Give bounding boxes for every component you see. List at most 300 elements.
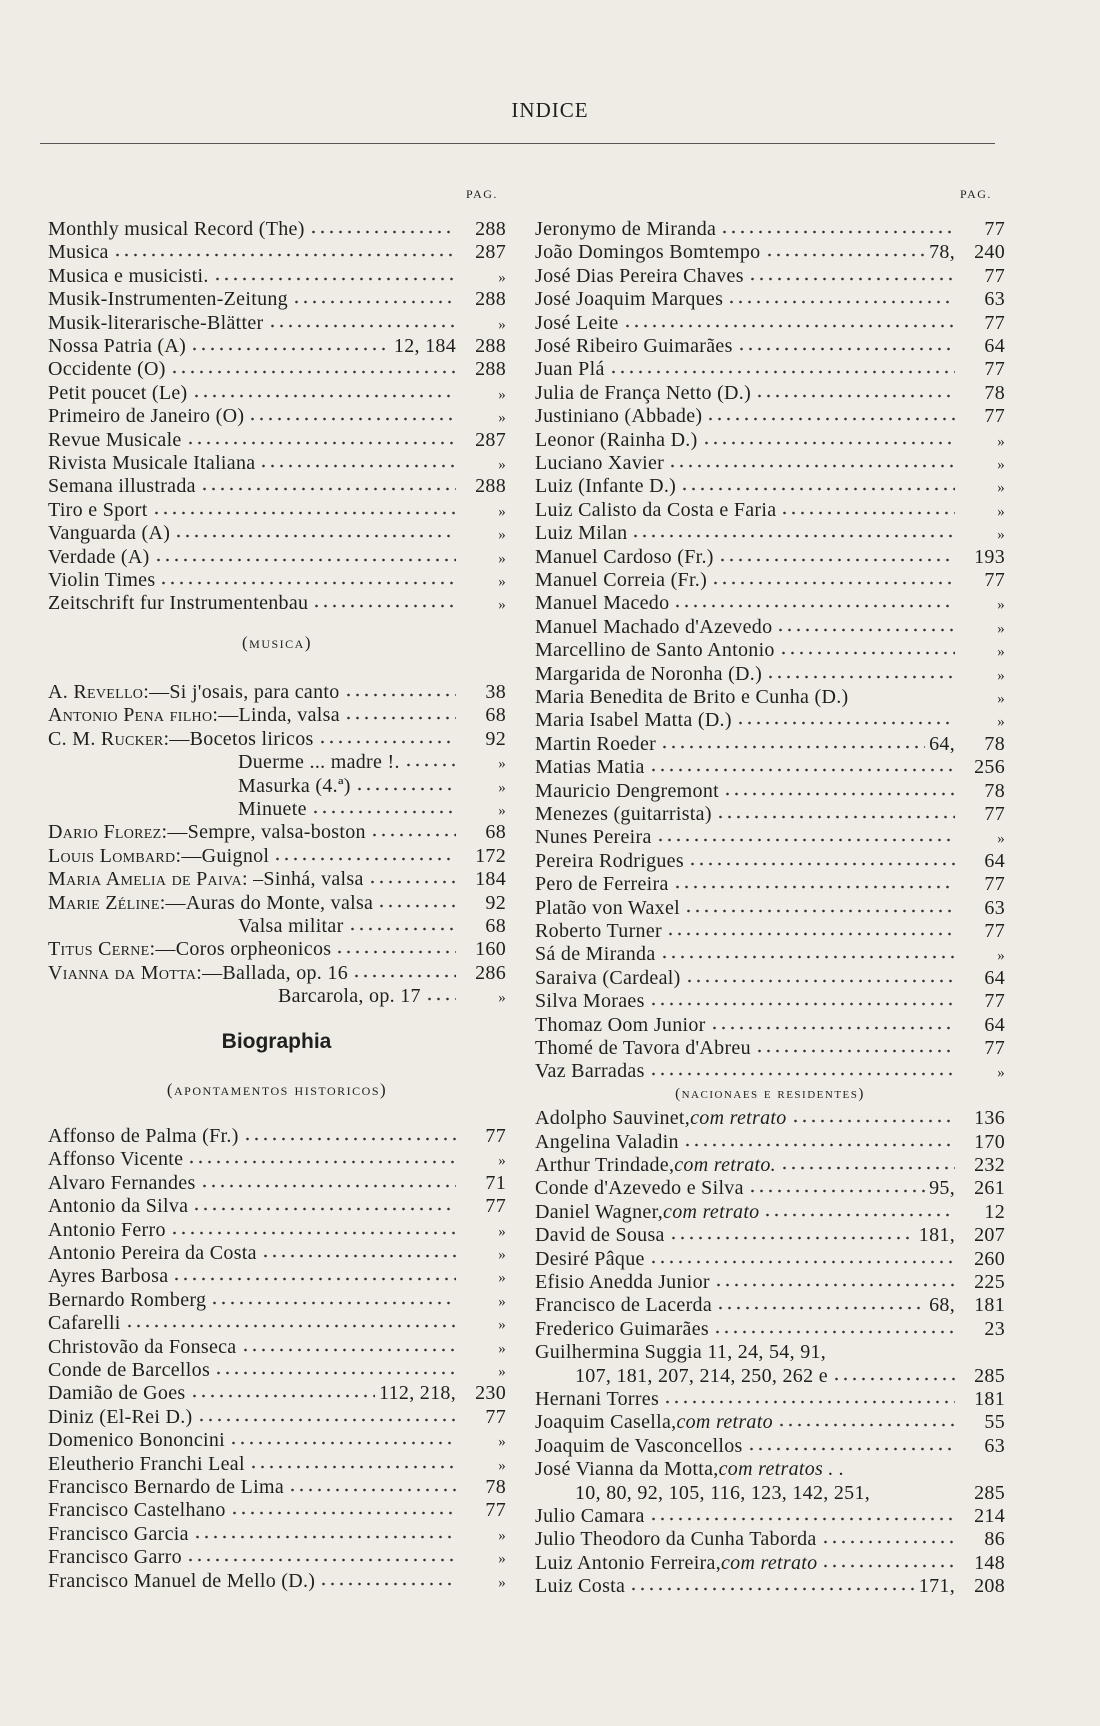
dot-leader [172,1272,456,1282]
index-entry [535,1505,1005,1528]
dot-leader [684,904,955,914]
entry-name: Violin Times [48,569,156,591]
entry-name: Arthur Trindade, [535,1154,675,1176]
entry-name: Manuel Cardoso (Fr.) [535,545,714,568]
entry-name: Vaz Barradas [535,1060,645,1083]
entry-page: 287 [475,428,506,451]
entry-title: :—Ballada, op. 16 [196,961,349,984]
entry-extra-pages: 68, [929,1294,955,1317]
dot-leader [243,1132,456,1142]
dot-leader [309,225,456,235]
dot-leader [688,857,955,867]
entry-page: 77 [984,264,1005,287]
index-entry [48,522,506,545]
entry-title: :—Bocetos liricos [163,727,314,750]
entry-name: Conde de Barcellos [48,1359,211,1381]
dot-leader [711,576,955,586]
dot-leader [186,436,456,446]
entry-page: 170 [974,1130,1005,1153]
entry-name: Matias Matia [535,756,645,779]
entry-page: 78 [984,381,1005,404]
entry-name: Silva Moraes [535,990,645,1013]
entry-page: 78 [984,732,1005,755]
entry-author: Vianna da Motta [48,961,197,984]
index-entry [48,798,506,821]
entry-name: Manuel Macedo [535,592,670,615]
dot-leader [344,711,456,721]
dot-leader [113,248,456,258]
entry-note: com retrato [663,1200,760,1223]
entry-page: » [997,831,1005,848]
dot-leader [259,459,456,469]
dot-leader [853,693,956,703]
dot-leader [874,1489,955,1499]
dot-leader [710,1021,955,1031]
index-entry [48,546,506,569]
entry-name: José Vianna da Motta, [535,1458,719,1481]
entry-title: :—Guignol [175,844,270,867]
entry-page: 181 [974,1294,1005,1317]
entry-page: 225 [974,1271,1005,1293]
entry-page: 77 [485,1125,506,1147]
dot-leader [660,740,925,750]
entry-name: Verdade (A) [48,545,150,568]
entry-page: 288 [475,475,506,498]
index-entry [48,1453,506,1476]
entry-page: » [498,1270,506,1287]
entry-name: Domenico Bononcini [48,1429,226,1452]
entry-title: : –Sinhá, valsa [241,868,364,891]
entry-page: » [498,1364,506,1380]
index-entry [48,1382,506,1405]
entry-name: Daniel Wagner, [535,1200,664,1223]
entry-page: 64 [984,1013,1005,1036]
entry-name: Luiz (Infante D.) [535,475,677,498]
index-entry [48,1476,506,1499]
entry-page: 55 [984,1411,1005,1434]
entry-page: 71 [485,1171,506,1194]
entry-name: Roberto Turner [535,920,662,942]
entry-title: Masurka (4.ª) [238,774,351,797]
entry-page: » [498,386,506,403]
entry-name: Pereira Rodrigues [535,849,684,872]
index-entry [535,850,1005,873]
entry-name: 10, 80, 92, 105, 116, 123, 142, 251, [575,1481,871,1504]
entry-name: Frederico Guimarães [535,1317,709,1340]
index-entry [535,1060,1005,1083]
dot-leader [288,1483,456,1493]
entry-page: » [498,1153,506,1170]
dot-leader [344,688,456,698]
entry-name: Desiré Pâque [535,1247,645,1270]
entry-page: » [498,1293,506,1310]
entry-page: » [498,1527,506,1544]
dot-leader [159,576,456,586]
dot-leader [673,880,955,890]
dot-leader [404,758,456,768]
dot-leader [197,1413,456,1423]
entry-extra-pages: 112, 218, [379,1382,456,1405]
entry-page: 288 [475,335,506,357]
index-entry [535,943,1005,966]
entry-page: 63 [984,896,1005,919]
entry-page: » [498,597,506,614]
dot-leader [649,1067,955,1077]
index-entry [48,938,506,961]
dot-leader [368,875,456,885]
entry-page: » [997,480,1005,497]
entry-page: 77 [485,1405,506,1428]
entry-page: 232 [974,1154,1005,1176]
dot-leader [737,342,955,352]
entry-title: Minuete [238,798,307,820]
page-title: INDICE [511,98,589,122]
entry-name: Luiz Milan [535,522,628,545]
entry-name: Julio Camara [535,1505,645,1527]
dot-leader [685,974,955,984]
dot-leader [319,1577,456,1587]
entry-name: Platão von Waxel [535,896,681,919]
index-entry [535,1411,1005,1434]
entry-page: 286 [475,961,506,984]
entry-page: » [498,457,506,473]
entry-name: Bernardo Romberg [48,1288,207,1311]
entry-name: Francisco Manuel de Mello (D.) [48,1569,316,1592]
dot-leader [268,319,456,329]
page-column-label-left: PAG. [466,187,498,201]
entry-page: 288 [475,358,506,381]
index-entry [48,868,506,891]
index-entry [535,358,1005,381]
entry-page: » [498,550,506,567]
left-column [48,0,506,1726]
dot-leader [666,927,955,937]
entry-name: João Domingos Bomtempo [535,241,761,264]
entry-page: 64 [984,849,1005,872]
entry-name: Nossa Patria (A) [48,335,187,357]
index-entry [535,1037,1005,1060]
dot-leader [210,1296,456,1306]
entry-title: :—Linda, valsa [212,704,340,727]
section-subheading: (nacionaes e residentes) [675,1085,865,1102]
entry-page: 77 [984,311,1005,334]
index-entry [48,1499,506,1522]
dot-leader [748,1184,925,1194]
entry-name: Manuel Correia (Fr.) [535,569,708,591]
page-column-label-right: PAG. [960,187,992,201]
entry-name: Luiz Calisto da Costa e Faria [535,498,777,521]
entry-page: 77 [984,358,1005,381]
entry-name: Joaquim Casella, [535,1411,677,1434]
entry-page: » [997,691,1005,707]
entry-extra-pages: 95, [929,1177,955,1200]
entry-page: » [498,574,506,590]
dot-leader [766,670,955,680]
entry-name: Maria Benedita de Brito e Cunha (D.) [535,686,849,708]
entry-name: Damião de Goes [48,1382,186,1405]
entry-page: 184 [475,868,506,891]
dot-leader [425,992,456,1002]
entry-page: 77 [984,569,1005,591]
index-entry [535,780,1005,803]
dot-leader [714,1278,955,1288]
entry-name: José Joaquim Marques [535,288,724,311]
entry-author: Maria Amelia de Paiva [48,868,242,891]
entry-author: C. M. Rucker [48,727,164,750]
index-entry [535,897,1005,920]
entry-page: 288 [475,218,506,240]
index-entry [535,990,1005,1013]
index-entry [48,358,506,381]
index-entry [48,241,506,264]
index-entry [48,1265,506,1288]
index-entry [48,265,506,288]
index-entry [48,1336,506,1359]
index-entry [48,1148,506,1171]
dot-leader [273,852,456,862]
entry-name: Nunes Pereira [535,826,652,849]
index-entry [48,1289,506,1312]
dot-leader [261,1249,456,1259]
index-entry [48,218,506,241]
index-entry [535,663,1005,686]
entry-page: » [997,457,1005,473]
entry-title: :—Sempre, valsa-boston [161,821,366,844]
entry-page: » [498,1247,506,1263]
entry-extra-pages: 64, [929,732,955,755]
entry-name: Cafarelli [48,1312,121,1335]
entry-name: Musik-literarische-Blätter [48,311,264,334]
index-entry [48,335,506,358]
entry-page: 285 [974,1481,1005,1504]
entry-page: 63 [984,288,1005,311]
entry-title: Barcarola, op. 17 [278,985,421,1008]
entry-name: Affonso de Palma (Fr.) [48,1125,239,1147]
index-entry [48,1312,506,1335]
dot-leader [348,922,456,932]
dot-leader [716,1301,925,1311]
index-entry [48,1242,506,1265]
entry-page: » [498,1317,506,1334]
index-entry [535,546,1005,569]
dot-leader [702,436,955,446]
entry-extra-pages: 12, 184 [393,335,456,357]
entry-page: » [498,1551,506,1568]
dot-leader [370,828,456,838]
dot-leader [213,272,456,282]
index-entry [535,733,1005,756]
entry-page: » [997,503,1005,520]
section-heading-musica: (musica) [242,633,312,652]
dot-leader [656,833,955,843]
dot-leader [152,506,456,516]
dot-leader [669,1231,915,1241]
dot-leader [187,1155,456,1165]
index-entry [48,845,506,868]
entry-name: Maria Isabel Matta (D.) [535,709,732,732]
entry-name: Hernani Torres [535,1388,660,1410]
entry-name: Jeronymo de Miranda [535,218,717,240]
dot-leader [777,1418,955,1428]
section-heading-biographia: Biographia [221,1030,332,1053]
entry-name: Marcellino de Santo Antonio [535,639,775,662]
entry-page: 63 [984,1434,1005,1457]
dot-leader [830,1348,955,1358]
index-entry [48,452,506,475]
entry-page: 68 [485,915,506,937]
dot-leader [154,553,456,563]
index-entry [535,1388,1005,1411]
entry-name: Christovão da Fonseca [48,1335,237,1358]
entry-name: 107, 181, 207, 214, 250, 262 e [575,1364,828,1387]
entry-page: » [997,620,1005,637]
entry-name: Monthly musical Record (The) [48,218,305,240]
entry-page: 64 [984,966,1005,989]
index-entry [535,1528,1005,1551]
entry-page: 256 [974,756,1005,779]
entry-name: Margarida de Noronha (D.) [535,662,763,685]
index-entry [535,475,1005,498]
entry-note: com retrato. [674,1154,776,1176]
dot-leader [292,295,456,305]
dot-leader [832,1372,955,1382]
index-entry [48,1359,506,1382]
entry-page: » [997,644,1005,661]
index-entry [535,429,1005,452]
index-entry [535,265,1005,288]
entry-name: Musica [48,241,109,264]
entry-name: Zeitschrift fur Instrumentenbau [48,592,309,615]
entry-note: com retrato [690,1107,787,1130]
entry-note: com retratos . . [718,1458,845,1481]
index-entry [535,288,1005,311]
entry-page: » [997,527,1005,544]
dot-leader [312,599,456,609]
entry-name: Menezes (guitarrista) [535,803,712,825]
entry-name: Pero de Ferreira [535,873,669,896]
entry-name: Vanguarda (A) [48,522,171,545]
dot-leader [755,1044,955,1054]
entry-page: 77 [485,1195,506,1218]
entry-name: Semana illustrada [48,475,196,498]
dot-leader [718,553,955,563]
index-entry [48,475,506,498]
entry-page: 77 [984,920,1005,942]
entry-page: 230 [475,1382,506,1405]
entry-page: 77 [984,405,1005,428]
entry-page: » [498,803,506,819]
index-entry [535,616,1005,639]
dot-leader [748,272,955,282]
entry-page: » [997,597,1005,614]
dot-leader [755,389,955,399]
dot-leader [713,1325,955,1335]
entry-page: » [997,667,1005,684]
entry-name: Musik-Instrumenten-Zeitung [48,288,288,311]
entry-name: Francisco Bernardo de Lima [48,1476,285,1498]
dot-leader [680,482,955,492]
index-entry [535,312,1005,335]
index-entry [48,499,506,522]
entry-page: 240 [974,241,1005,264]
entry-name: Thomé de Tavora d'Abreu [535,1037,751,1059]
entry-page: 77 [984,873,1005,896]
dot-leader [791,1114,955,1124]
entry-page: 181 [974,1388,1005,1410]
index-entry [48,1406,506,1429]
entry-extra-pages: 78, [929,241,955,264]
entry-title: :—Si j'osais, para canto [143,681,340,703]
dot-leader [609,365,955,375]
index-entry [535,756,1005,779]
entry-page: » [997,948,1005,965]
entry-name: José Dias Pereira Chaves [535,264,744,287]
entry-page: 285 [974,1364,1005,1387]
entry-name: Manuel Machado d'Azevedo [535,615,773,638]
entry-page: 136 [974,1107,1005,1130]
dot-leader [668,459,955,469]
index-entry [48,312,506,335]
dot-leader [248,412,456,422]
entry-page: 214 [974,1505,1005,1527]
index-entry [48,775,506,798]
index-entry [48,429,506,452]
index-entry [535,452,1005,475]
dot-leader [249,1460,456,1470]
index-entry [48,728,506,751]
dot-leader [229,1436,456,1446]
section-subheading: (apontamentos historicos) [166,1080,388,1099]
dot-leader [848,1465,955,1475]
entry-name: Luiz Costa [535,1575,626,1598]
entry-page: 78 [485,1476,506,1498]
entry-name: Justiniano (Abbade) [535,405,703,428]
entry-author: Dario Florez [48,821,162,844]
entry-name: Julio Theodoro da Cunha Taborda [535,1528,817,1551]
entry-page: 148 [974,1551,1005,1574]
index-entry [48,592,506,615]
entry-name: Efisio Anedda Junior [535,1271,710,1293]
entry-page: 68 [485,704,506,727]
entry-name: Juan Plá [535,358,605,381]
entry-author: Louis Lombard [48,844,176,867]
index-entry [535,1224,1005,1247]
entry-note: com retrato [721,1551,818,1574]
entry-name: Occidente (O) [48,358,166,381]
index-entry [535,803,1005,826]
entry-name: Saraiva (Cardeal) [535,966,681,989]
entry-name: Musica e musicisti. [48,264,209,287]
entry-title: :—Coros orpheonicos [149,938,332,961]
entry-name: Julia de França Netto (D.) [535,381,752,404]
entry-page: » [498,1457,506,1474]
entry-page: » [997,714,1005,731]
entry-title: :—Auras do Monte, valsa [159,891,374,914]
entry-name: Alvaro Fernandes [48,1171,196,1194]
dot-leader [355,782,456,792]
dot-leader [377,899,456,909]
entry-name: Joaquim de Vasconcellos [535,1434,743,1457]
index-entry [535,1271,1005,1294]
index-entry [48,1172,506,1195]
entry-name: Guilhermina Suggia 11, 24, 54, 91, [535,1341,827,1364]
entry-page: » [498,990,506,1007]
index-entry [535,967,1005,990]
entry-page: » [997,433,1005,450]
entry-page: 92 [485,727,506,750]
entry-name: Antonio Ferro [48,1218,166,1241]
index-entry [535,920,1005,943]
